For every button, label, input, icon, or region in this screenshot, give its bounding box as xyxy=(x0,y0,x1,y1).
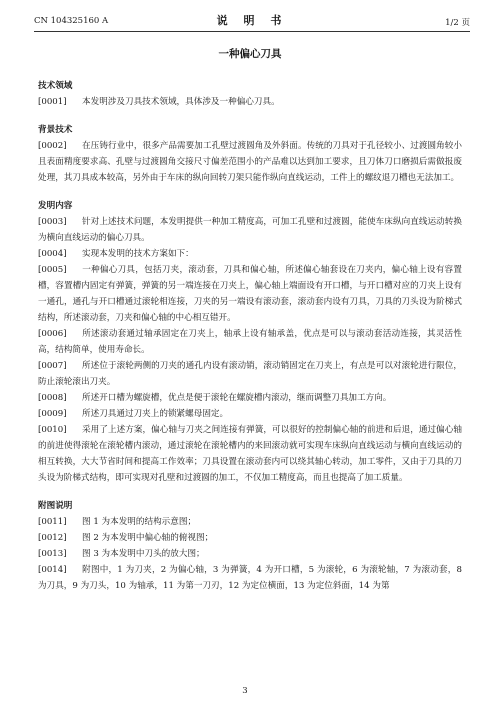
paragraph-number: [0004] xyxy=(38,249,67,259)
paragraph xyxy=(38,406,462,422)
paragraph xyxy=(38,546,462,562)
section-gap xyxy=(38,486,462,492)
paragraph xyxy=(38,262,462,326)
paragraph-number: [0007] xyxy=(38,361,67,371)
paragraph xyxy=(38,214,462,246)
paragraph-number: [0013] xyxy=(38,549,67,559)
paragraph xyxy=(38,358,462,390)
paragraph xyxy=(38,94,462,110)
paragraph-number: [0008] xyxy=(38,393,67,403)
paragraph xyxy=(38,326,462,358)
section-heading: 背景技术 xyxy=(38,125,73,135)
patent-number: CN 104325160 A xyxy=(34,16,109,26)
paragraph-text: 所述刀具通过刀夹上的锁紧螺母固定。 xyxy=(82,409,229,419)
paragraph xyxy=(38,138,462,186)
paragraph xyxy=(38,530,462,546)
paragraph-number: [0014] xyxy=(38,565,67,575)
paragraph-number: [0005] xyxy=(38,265,67,275)
paragraph-number: [0002] xyxy=(38,141,67,151)
paragraph-number: [0006] xyxy=(38,329,67,339)
paragraph-text: 所述滚动套通过轴承固定在刀夹上，轴承上设有轴承盖，优点是可以与滚动套活动连接，其灵活性高，结构简单，使用寿命长。 xyxy=(38,329,462,355)
section-gap xyxy=(38,186,462,192)
paragraph-text: 一种偏心刀具，包括刀夹，滚动套，刀具和偏心轴，所述偏心轴套设在刀夹内，偏心轴上设有容置槽，容置槽内固定有弹簧，弹簧的另一端连接在刀夹上，偏心轴上端面设有开口槽，与开口槽对应的刀夹上设有一通孔，通孔与开口槽通过滚轮相连接，刀夹的另一端设有滚动套，滚动套内设有刀具，刀具的刀头设为阶梯式结构，所述滚动套，刀夹和偏心轴的中心相互错开。 xyxy=(38,265,462,323)
paragraph-number: [0009] xyxy=(38,409,67,419)
section-gap xyxy=(38,110,462,116)
paragraph-text: 附图中，1 为刀夹，2 为偏心轴，3 为弹簧，4 为开口槽，5 为滚轮，6 为滚轮轴，7 为滚动套，8 为刀具，9 为刀头，10 为轴承，11 为第一刀刃，12 为定位横面，13 为定位斜面，14 为第 xyxy=(38,565,462,591)
document-body xyxy=(38,46,462,594)
paragraph xyxy=(38,514,462,530)
paragraph-text: 所述位于滚轮两侧的刀夹的通孔内设有滚动销，滚动销固定在刀夹上，有点是可以对滚轮进行限位，防止滚轮滚出刀夹。 xyxy=(38,361,462,387)
paragraph-text: 所述开口槽为螺旋槽，优点是便于滚轮在螺旋槽内滚动，继而调整刀具加工方向。 xyxy=(82,393,392,403)
paragraph-text: 图 2 为本发明中偏心轴的俯视图； xyxy=(82,533,214,543)
page-number: 3 xyxy=(242,686,248,696)
paragraph xyxy=(38,390,462,406)
section-heading: 发明内容 xyxy=(38,201,73,211)
paragraph xyxy=(38,246,462,262)
header-rule xyxy=(34,31,470,32)
paragraph-number: [0010] xyxy=(38,425,67,435)
paragraph-number: [0011] xyxy=(38,517,67,527)
page-header xyxy=(34,12,470,32)
paragraph-text: 实现本发明的技术方案如下： xyxy=(82,249,194,259)
header-title: 说 明 书 xyxy=(216,14,288,27)
paragraph xyxy=(38,562,462,594)
paragraph-number: [0001] xyxy=(38,97,67,107)
section-heading: 附图说明 xyxy=(38,501,73,511)
paragraph-text: 在压铸行业中，很多产品需要加工孔壁过渡圆角及外斜面。传统的刀具对于孔径较小、过渡圆角较小且表面精度要求高、孔壁与过渡圆角交接尺寸偏差范围小的产品难以达到加工要求，且刀体刀口磨损后需做报废处理，其刀具成本较高，另外由于车床的纵向回转刀架只能作纵向直线运动，工件上的螺纹退刀槽也无法加工。 xyxy=(38,141,462,183)
paragraph-text: 本发明涉及刀具技术领域，具体涉及一种偏心刀具。 xyxy=(82,97,280,107)
paragraph-text: 采用了上述方案，偏心轴与刀夹之间连接有弹簧，可以很好的控制偏心轴的前进和后退，通过偏心轴的前进使得滚轮在滚轮槽内滚动，通过滚轮在滚轮槽内的来回滚动就可实现车床纵向直线运动与横向直线运动的相互转换，大大节省时间和提高工作效率；刀具设置在滚动套内可以绕其轴心转动，加工零件，又由于刀具的刀头设为阶梯式结构，即可实现对孔壁和过渡圆的加工，不仅加工精度高，而且也提高了加工质量。 xyxy=(38,425,462,483)
paragraph-number: [0012] xyxy=(38,533,67,543)
document-title: 一种偏心刀具 xyxy=(218,48,282,60)
paragraph-text: 图 1 为本发明的结构示意图； xyxy=(82,517,197,527)
header-page: 1/2 页 xyxy=(445,18,470,28)
paragraph xyxy=(38,422,462,486)
section-heading: 技术领域 xyxy=(38,81,73,91)
paragraph-text: 图 3 为本发明中刀头的放大图； xyxy=(82,549,205,559)
paragraph-number: [0003] xyxy=(38,217,67,227)
paragraph-text: 针对上述技术问题，本发明提供一种加工精度高，可加工孔壁和过渡圆，能使车床纵向直线运动转换为横向直线运动的偏心刀具。 xyxy=(38,217,462,243)
